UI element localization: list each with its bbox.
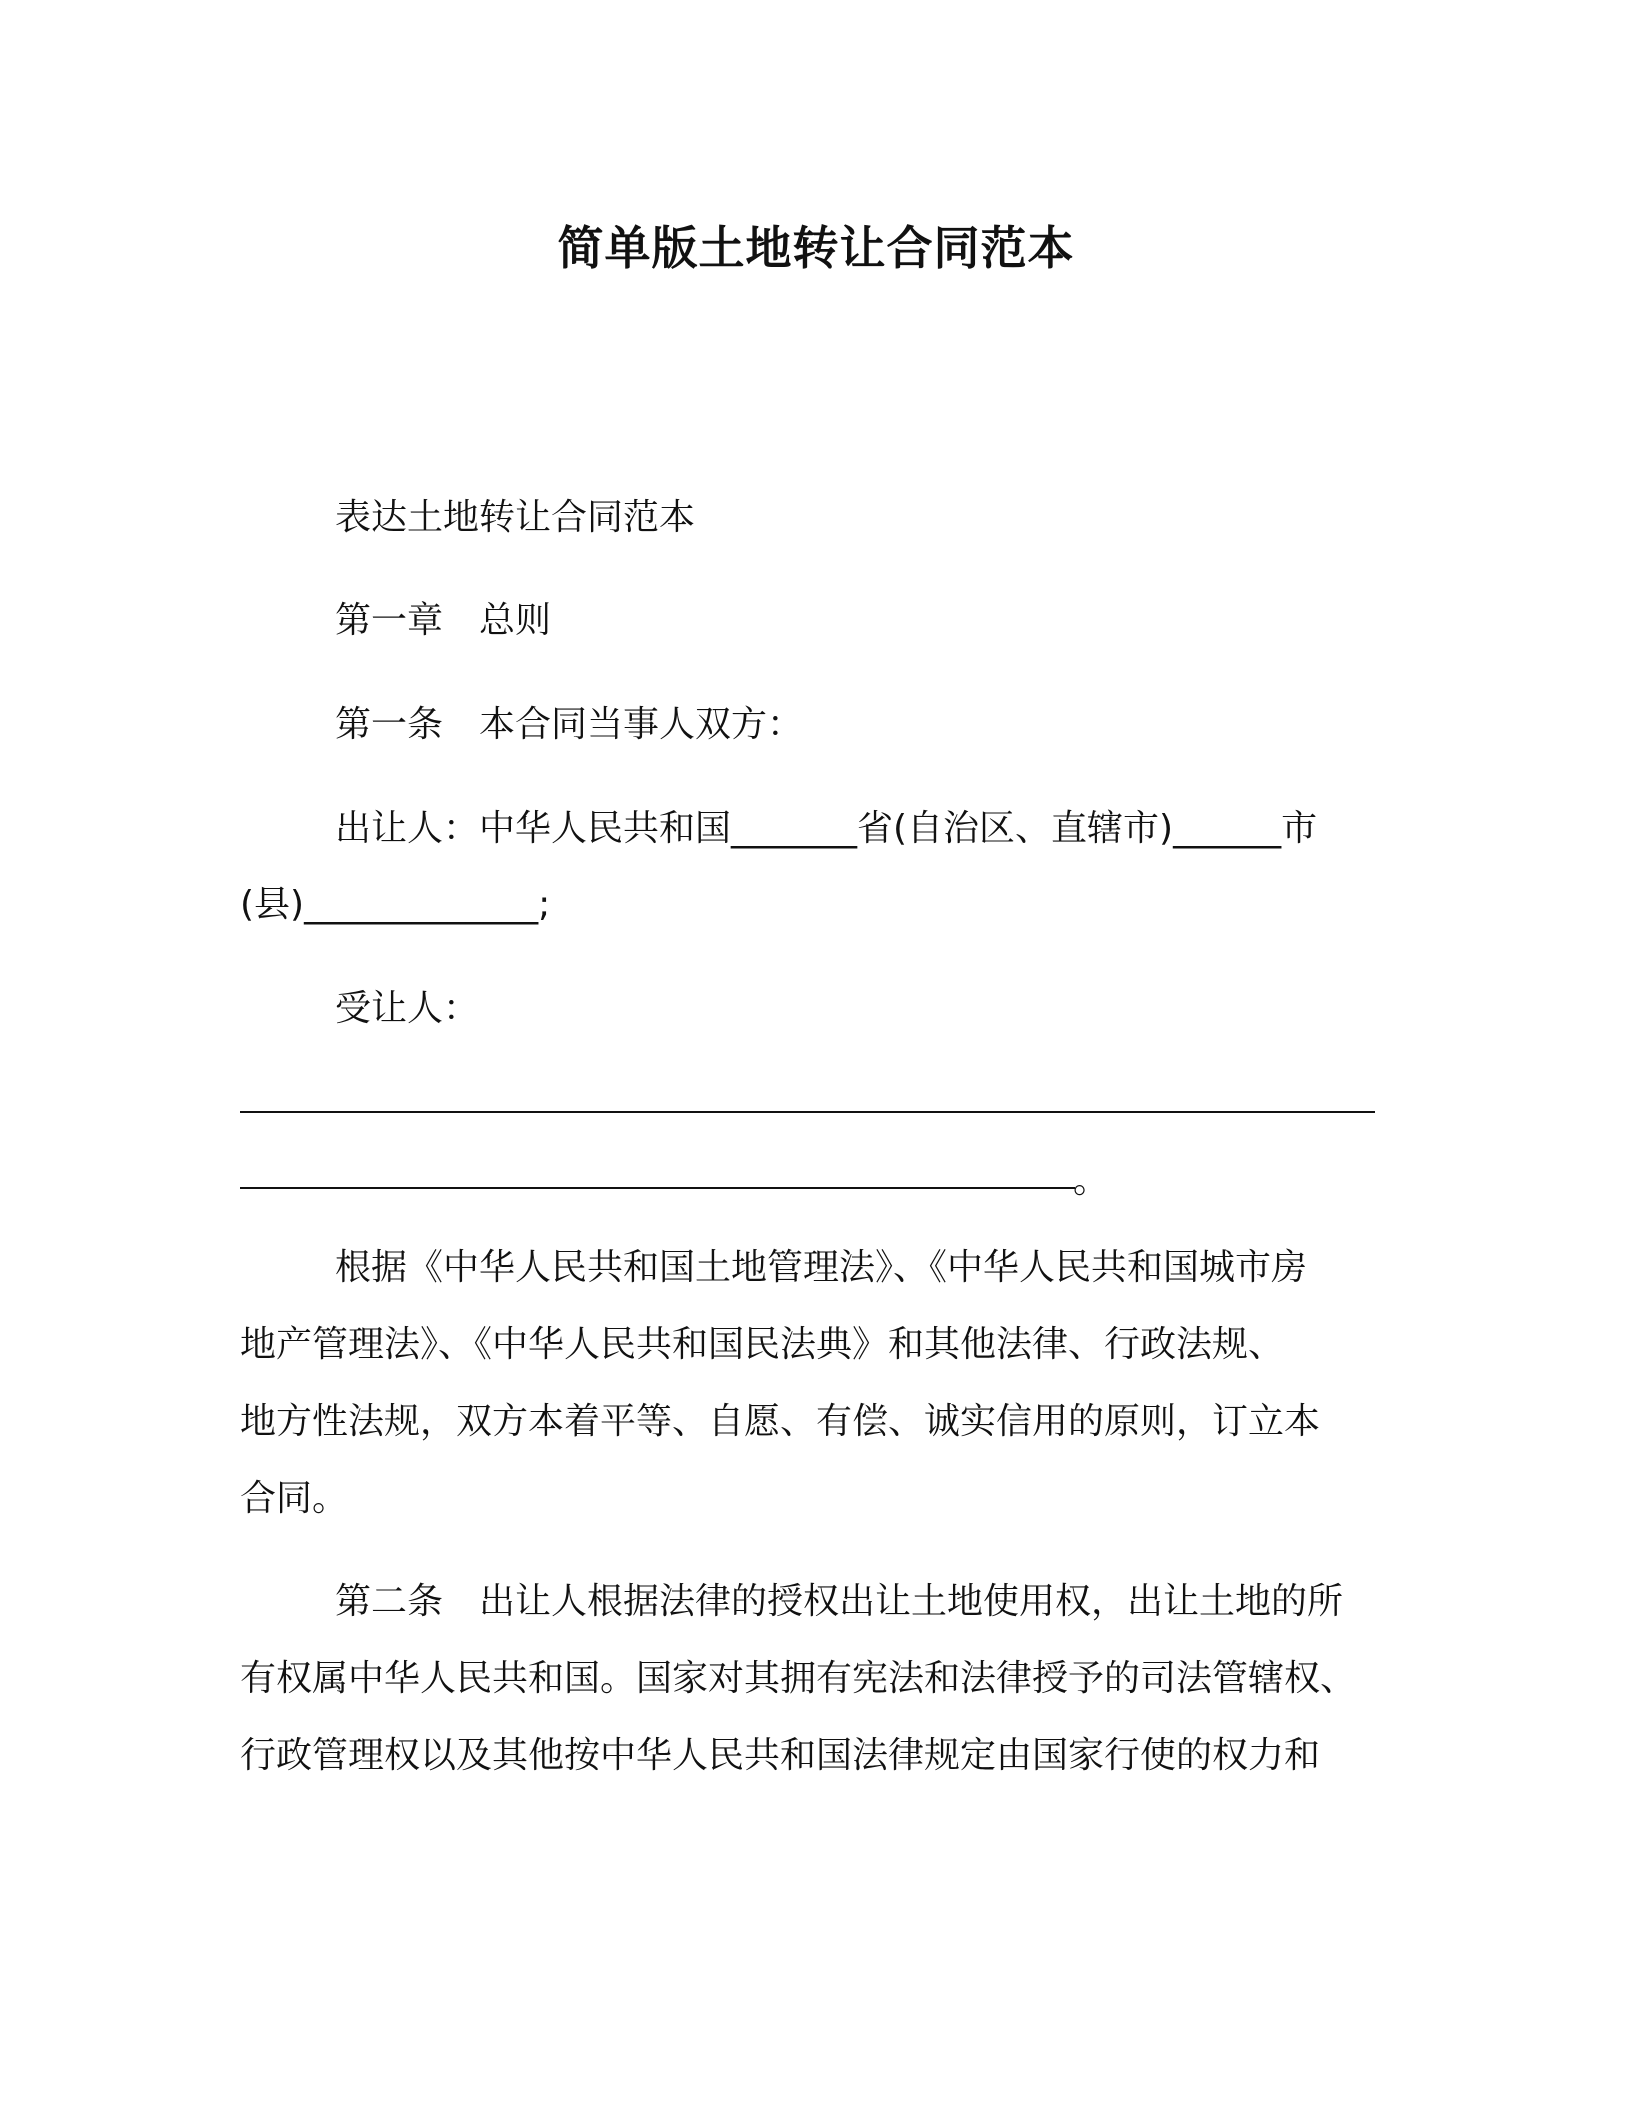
transferee-blank-end: 。 (1073, 1160, 1110, 1201)
subtitle: 表达土地转让合同范本 (335, 497, 696, 538)
basis-line-3: 地方性法规，双方本着平等、自愿、有偿、诚实信用的原则，订立本 (240, 1401, 1321, 1442)
basis-line-4: 合同。 (240, 1478, 349, 1519)
article-1-number: 第一条 (335, 704, 444, 745)
transferor-line-1: 出让人：中华人民共和国_______省(自治区、直辖市)______市 (335, 808, 1318, 849)
basis-line-1: 根据《中华人民共和国土地管理法》、《中华人民共和国城市房 (335, 1247, 1308, 1288)
chapter-name: 总则 (479, 600, 552, 641)
chapter-number: 第一章 (335, 600, 444, 641)
transferee-blank-line-1 (240, 1111, 1375, 1113)
transferor-line-2: (县)_____________; (240, 884, 551, 925)
article-2-line-1: 第二条 出让人根据法律的授权出让土地使用权，出让土地的所 (335, 1581, 1344, 1622)
document-title: 简单版土地转让合同范本 (557, 221, 1075, 275)
basis-line-2: 地产管理法》、《中华人民共和国民法典》和其他法律、行政法规、 (240, 1324, 1285, 1365)
article-2-line-3: 行政管理权以及其他按中华人民共和国法律规定由国家行使的权力和 (240, 1735, 1321, 1776)
transferee-label: 受让人： (335, 988, 480, 1029)
transferee-blank-line-2 (240, 1187, 1075, 1189)
chapter-heading (335, 596, 551, 646)
article-2-line-2: 有权属中华人民共和国。国家对其拥有宪法和法律授予的司法管辖权、 (240, 1658, 1357, 1699)
article-1-text: 本合同当事人双方： (479, 704, 804, 745)
article-1 (335, 700, 803, 750)
